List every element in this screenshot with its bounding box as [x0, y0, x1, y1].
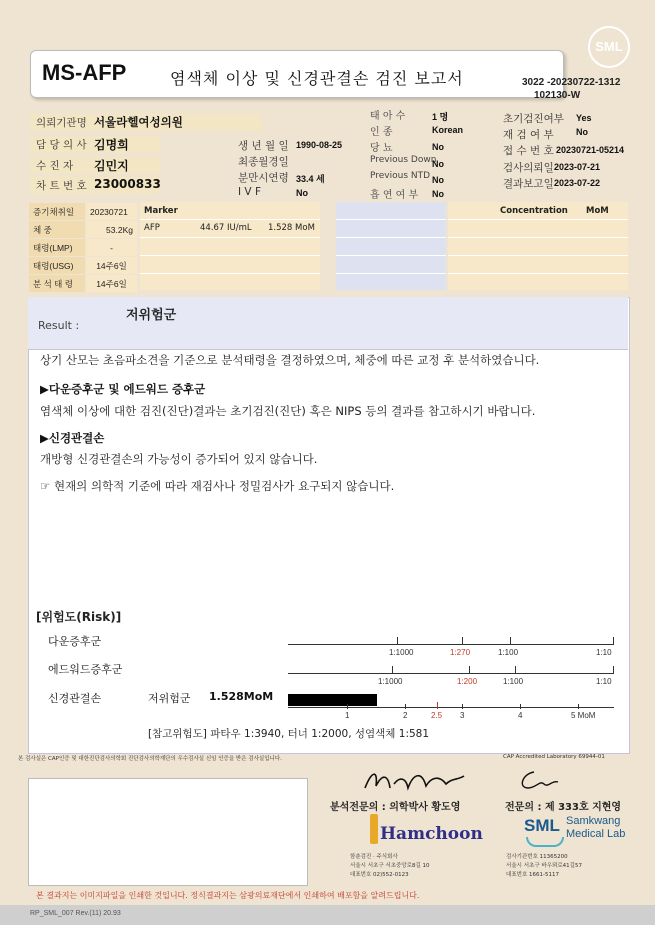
reference-risk: [참고위험도] 파타우 1:3940, 터너 1:2000, 성염색체 1:581	[148, 728, 430, 740]
doctor-row: 담 당 의 사	[30, 136, 160, 153]
weight-value: 53.2Kg	[86, 221, 137, 238]
signature-1-caption: 분석전문의 : 의학박사 황도영	[330, 802, 461, 813]
print-notice: 본 결과지는 이미지파일을 인쇄한 것입니다. 정식결과지는 삼광의료재단에서 인쇄하여 배포함을 알려드립니다.	[36, 891, 420, 900]
sml-line2: 서울시 서초구 바우뫼로41길57	[506, 863, 582, 869]
dob-label: 생 년 월 일	[238, 140, 289, 152]
ntd-scale-line	[288, 707, 614, 708]
sml-line3: 대표번호 1661-5117	[506, 872, 559, 878]
risk-ntd-group: 저위험군	[148, 692, 191, 705]
ntd-tick	[405, 704, 406, 709]
risk-edward-label: 에드워드증후군	[48, 663, 123, 676]
edward-tick	[613, 666, 614, 674]
down-cutoff-label: 1:270	[450, 648, 471, 657]
down-tick-label: 1:100	[498, 648, 519, 657]
ntd-tick-label: 4	[518, 711, 523, 720]
signature-1	[360, 764, 470, 796]
edward-cutoff-label: 1:200	[457, 677, 478, 686]
hamchoon-line1: 함춘검진 · 주식회사	[350, 854, 398, 860]
chart-number: 23000833	[94, 177, 161, 191]
collect-label: 증기채취일	[29, 203, 85, 220]
ntd-tick-label: 1	[345, 711, 350, 720]
first-value: Yes	[576, 113, 592, 123]
medical-lab-name: Medical Lab	[566, 828, 626, 840]
samkwang-name: Samkwang	[566, 815, 621, 827]
middle-panel	[336, 202, 446, 290]
request-label: 검사의뢰일	[503, 162, 554, 174]
anal-value: 14주6일	[86, 275, 137, 292]
edward-tick-label: 1:1000	[378, 677, 403, 686]
report-date-label: 결과보고일	[503, 178, 554, 190]
risk-down-label: 다운증후군	[48, 635, 102, 648]
smoke-label: 흡 연 여 부	[370, 190, 419, 201]
down-scale-line	[288, 644, 614, 645]
weight-label: 체 중	[29, 221, 85, 238]
result-header	[28, 297, 628, 350]
marker-header: Marker	[144, 206, 178, 216]
marker-value: 44.67 IU/mL	[200, 223, 252, 233]
smoke-value: No	[432, 189, 444, 199]
lmp-label: 최종월경일	[238, 156, 289, 168]
request-value: 2023-07-21	[554, 162, 601, 172]
fetus-label: 태 아 수	[370, 111, 406, 122]
sml-line1: 검사기관번호 11365200	[506, 854, 568, 860]
report-date-value: 2023-07-22	[554, 178, 601, 188]
hamchoon-logo: Hamchoon	[380, 824, 483, 844]
hamchoon-line3: 대표번호 02)552-0123	[350, 872, 409, 878]
lmp-ga-value: -	[86, 239, 137, 256]
ntd-tick	[578, 704, 579, 709]
prev-ntd-label: Previous NTD	[370, 171, 431, 181]
prev-ntd-value: No	[432, 175, 444, 185]
age-value: 33.4 세	[296, 174, 325, 184]
collect-value: 20230721	[86, 203, 137, 220]
usg-label: 태령(USG)	[29, 257, 85, 274]
down-tick-label: 1:10	[596, 648, 612, 657]
result-value: 저위험군	[126, 308, 177, 323]
section-down-edward-text: 염색체 이상에 대한 검진(진단)결과는 초기검진(진단) 혹은 NIPS 등의 결과를 참고하시기 바랍니다.	[40, 404, 536, 418]
down-tick	[613, 637, 614, 645]
down-tick-label: 1:1000	[389, 648, 414, 657]
marker-name: AFP	[144, 223, 160, 233]
chart-row: 차 트 번 호	[30, 177, 160, 194]
hamchoon-line2: 서울시 서초구 서초중앙로8길 10	[350, 863, 430, 869]
edward-tick	[515, 666, 516, 674]
dm-label: 당 뇨	[370, 143, 393, 154]
report-code: MS-AFP	[42, 60, 127, 85]
accept-label: 접 수 번 호	[503, 145, 554, 157]
signature-2	[514, 766, 564, 794]
ntd-tick	[462, 704, 463, 709]
patient-name: 김민지	[94, 159, 129, 173]
result-label: Result :	[38, 319, 80, 332]
memo-box	[28, 778, 308, 886]
signature-2-caption: 전문의 : 제 333호 지현영	[505, 802, 622, 813]
ntd-tick-label: 5 MoM	[571, 711, 596, 720]
ntd-cutoff-label: 2.5	[431, 711, 443, 720]
concentration-header: Concentration	[500, 206, 568, 216]
first-label: 초기검진여부	[503, 113, 564, 125]
fetus-value: 1 명	[432, 112, 449, 122]
sml-lab-logo: SML	[524, 816, 560, 835]
section-ntd-text: 개방형 신경관결손의 가능성이 증가되어 있지 않습니다.	[40, 452, 318, 466]
lmp-ga-label: 태령(LMP)	[29, 239, 85, 256]
prev-down-label: Previous Down	[370, 155, 437, 165]
edward-tick	[469, 666, 470, 674]
prev-down-value: No	[432, 159, 444, 169]
accreditation-note: 본 검사실은 CAP인증 및 대한진단검사의학회 진단검사의학재단의 우수검사실 신임 인증을 받은 검사실입니다.	[18, 756, 282, 762]
ivf-label: I V F	[238, 186, 261, 198]
ntd-tick-label: 2	[403, 711, 408, 720]
sml-logo: SML	[588, 26, 630, 68]
form-number: RP_SML_007 Rev.(11) 20.93	[30, 910, 121, 917]
usg-value: 14주6일	[86, 257, 137, 274]
recommendation-note: ☞ 현재의 의학적 기준에 따라 재검사나 정밀검사가 요구되지 않습니다.	[40, 479, 395, 493]
ntd-cutoff-tick	[437, 702, 438, 709]
section-ntd: ▶신경관결손	[40, 431, 105, 445]
dob-value: 1990-08-25	[296, 140, 343, 150]
report-number-suffix: 102130-W	[534, 90, 581, 101]
report-title: 염색체 이상 및 신경관결손 검진 보고서	[170, 69, 464, 88]
risk-ntd-label: 신경관결손	[48, 692, 102, 705]
edward-tick-label: 1:10	[596, 677, 612, 686]
patient-row: 수 진 자	[30, 157, 160, 174]
down-tick	[397, 637, 398, 645]
down-tick	[510, 637, 511, 645]
anal-label: 분 석 태 령	[29, 275, 85, 292]
race-value: Korean	[432, 125, 464, 135]
marker-mom: 1.528 MoM	[268, 223, 315, 233]
retest-label: 재 검 여 부	[503, 129, 554, 141]
ntd-tick	[347, 704, 348, 709]
doctor-name: 김명희	[94, 138, 129, 152]
retest-value: No	[576, 127, 588, 137]
hospital-row: 의뢰기관명	[30, 114, 262, 131]
ntd-value-bar	[288, 694, 377, 706]
edward-tick	[392, 666, 393, 674]
edward-scale-line	[288, 673, 614, 674]
down-tick	[462, 637, 463, 645]
cap-number: CAP Accredited Laboratory 69944-01	[503, 754, 605, 760]
dm-value: No	[432, 142, 444, 152]
ivf-value: No	[296, 188, 308, 198]
age-label: 분만시연령	[238, 172, 289, 184]
mom-header: MoM	[586, 206, 609, 216]
sml-lab-logo-swoosh	[526, 837, 564, 847]
edward-tick-label: 1:100	[503, 677, 524, 686]
ntd-tick	[520, 704, 521, 709]
concentration-panel	[448, 202, 628, 290]
risk-ntd-mom: 1.528MoM	[209, 690, 274, 703]
marker-panel	[140, 202, 320, 290]
accept-value: 20230721-05214	[556, 145, 625, 155]
hospital-name: 서울라헬여성의원	[94, 115, 183, 129]
race-label: 인 종	[370, 127, 393, 138]
risk-title: [위험도(Risk)]	[36, 610, 122, 624]
result-line1: 상기 산모는 초음파소견을 기준으로 분석태령을 결정하였으며, 체중에 따른 교정 후 분석하였습니다.	[40, 353, 540, 367]
report-number: 3022 -20230722-1312	[522, 77, 621, 88]
measure-grid	[28, 202, 628, 290]
section-down-edward: ▶다운증후군 및 에드워드 증후군	[40, 382, 206, 396]
hamchoon-logo-mark	[370, 814, 378, 844]
ntd-tick-label: 3	[460, 711, 465, 720]
